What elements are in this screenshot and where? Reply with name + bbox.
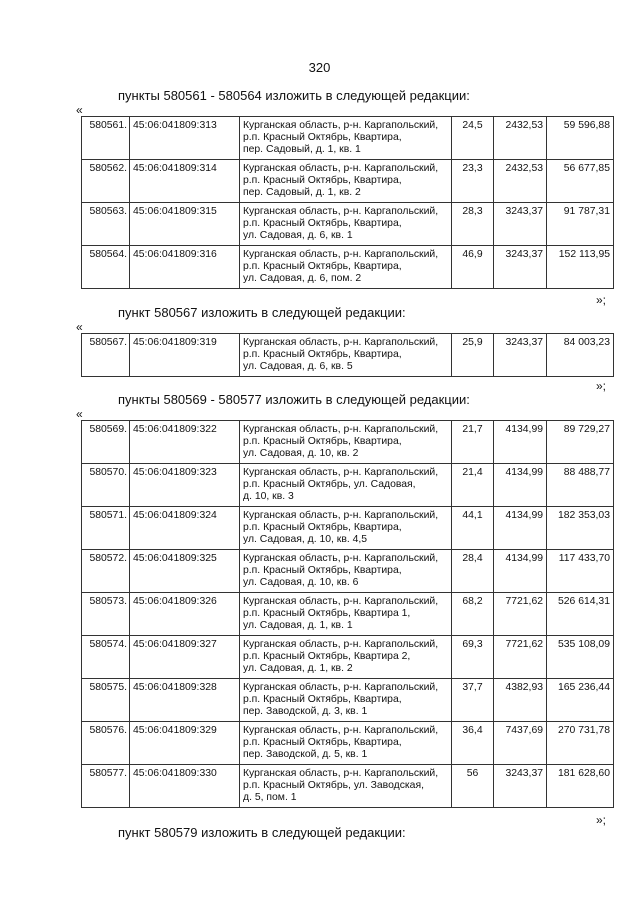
area: 68,2: [452, 593, 494, 636]
item-number: 580567.: [82, 334, 130, 377]
rate: 7437,69: [494, 722, 547, 765]
table-row: [82, 722, 614, 765]
address: [240, 636, 452, 679]
address-line: Курганская область, р-н. Каргапольский,: [243, 163, 439, 174]
address-line: Курганская область, р-н. Каргапольский,: [243, 249, 439, 260]
address-line: ул. Садовая, д. 6, кв. 5: [243, 361, 353, 372]
items-table: [81, 420, 614, 808]
area: 21,4: [452, 464, 494, 507]
cadastral-number: 45:06:041809:330: [130, 765, 240, 808]
open-quote: «: [76, 103, 83, 117]
address-line: р.п. Красный Октябрь, Квартира,: [243, 261, 402, 272]
table-row: [82, 203, 614, 246]
address-line: р.п. Красный Октябрь, Квартира,: [243, 565, 402, 576]
address-line: пер. Садовый, д. 1, кв. 2: [243, 187, 361, 198]
cadastral-number: 45:06:041809:316: [130, 246, 240, 289]
item-number: 580576.: [82, 722, 130, 765]
close-quote: »;: [595, 293, 606, 307]
address-line: р.п. Красный Октябрь, Квартира 1,: [243, 608, 411, 619]
address-line: ул. Садовая, д. 6, пом. 2: [243, 273, 362, 284]
item-number: 580571.: [82, 507, 130, 550]
cadastral-number: 45:06:041809:314: [130, 160, 240, 203]
address-line: д. 10, кв. 3: [243, 491, 294, 502]
cadastral-value: 181 628,60: [547, 765, 614, 808]
item-number: 580577.: [82, 765, 130, 808]
rate: 2432,53: [494, 160, 547, 203]
table-row: [82, 117, 614, 160]
cadastral-value: 152 113,95: [547, 246, 614, 289]
cadastral-number: 45:06:041809:325: [130, 550, 240, 593]
address: [240, 765, 452, 808]
address-line: р.п. Красный Октябрь, Квартира 2,: [243, 651, 411, 662]
rate: 3243,37: [494, 334, 547, 377]
area: 28,4: [452, 550, 494, 593]
cadastral-value: 56 677,85: [547, 160, 614, 203]
address: [240, 464, 452, 507]
address-line: ул. Садовая, д. 1, кв. 1: [243, 620, 353, 631]
rate: 4382,93: [494, 679, 547, 722]
address-line: р.п. Красный Октябрь, Квартира,: [243, 175, 402, 186]
rate: 7721,62: [494, 593, 547, 636]
address: [240, 722, 452, 765]
cadastral-value: 59 596,88: [547, 117, 614, 160]
area: 36,4: [452, 722, 494, 765]
address-line: пер. Заводской, д. 5, кв. 1: [243, 749, 368, 760]
area: 24,5: [452, 117, 494, 160]
rate: 7721,62: [494, 636, 547, 679]
table-row: [82, 679, 614, 722]
address: [240, 246, 452, 289]
area: 23,3: [452, 160, 494, 203]
address-line: ул. Садовая, д. 1, кв. 2: [243, 663, 353, 674]
address-line: Курганская область, р-н. Каргапольский,: [243, 682, 439, 693]
address-line: р.п. Красный Октябрь, Квартира,: [243, 349, 402, 360]
item-number: 580575.: [82, 679, 130, 722]
address-line: р.п. Красный Октябрь, Квартира,: [243, 132, 402, 143]
address-line: р.п. Красный Октябрь, ул. Садовая,: [243, 479, 416, 490]
address-line: Курганская область, р-н. Каргапольский,: [243, 725, 439, 736]
address-line: пер. Заводской, д. 3, кв. 1: [243, 706, 368, 717]
address-line: р.п. Красный Октябрь, Квартира,: [243, 694, 402, 705]
cadastral-number: 45:06:041809:328: [130, 679, 240, 722]
cadastral-value: 91 787,31: [547, 203, 614, 246]
cadastral-value: 165 236,44: [547, 679, 614, 722]
address-line: р.п. Красный Октябрь, Квартира,: [243, 737, 402, 748]
address-line: Курганская область, р-н. Каргапольский,: [243, 768, 439, 779]
items-table: [81, 116, 614, 289]
item-number: 580570.: [82, 464, 130, 507]
address-line: Курганская область, р-н. Каргапольский,: [243, 424, 439, 435]
area: 69,3: [452, 636, 494, 679]
address-line: р.п. Красный Октябрь, Квартира,: [243, 218, 402, 229]
cadastral-value: 270 731,78: [547, 722, 614, 765]
address-line: ул. Садовая, д. 10, кв. 4,5: [243, 534, 368, 545]
close-quote: »;: [595, 379, 606, 393]
address-line: ул. Садовая, д. 10, кв. 6: [243, 577, 359, 588]
cadastral-value: 84 003,23: [547, 334, 614, 377]
table-row: [82, 765, 614, 808]
section-heading: пункт 580567 изложить в следующей редакции:: [118, 305, 406, 320]
table-row: [82, 593, 614, 636]
rate: 4134,99: [494, 421, 547, 464]
area: 25,9: [452, 334, 494, 377]
address-line: Курганская область, р-н. Каргапольский,: [243, 467, 439, 478]
area: 37,7: [452, 679, 494, 722]
address-line: р.п. Красный Октябрь, ул. Заводская,: [243, 780, 424, 791]
address-line: ул. Садовая, д. 10, кв. 2: [243, 448, 359, 459]
address-line: р.п. Красный Октябрь, Квартира,: [243, 436, 402, 447]
address: [240, 117, 452, 160]
address-line: пер. Садовый, д. 1, кв. 1: [243, 144, 361, 155]
cadastral-number: 45:06:041809:326: [130, 593, 240, 636]
cadastral-number: 45:06:041809:323: [130, 464, 240, 507]
rate: 4134,99: [494, 507, 547, 550]
cadastral-number: 45:06:041809:322: [130, 421, 240, 464]
open-quote: «: [76, 407, 83, 421]
address-line: Курганская область, р-н. Каргапольский,: [243, 510, 439, 521]
address: [240, 421, 452, 464]
address-line: Курганская область, р-н. Каргапольский,: [243, 553, 439, 564]
address-line: Курганская область, р-н. Каргапольский,: [243, 120, 439, 131]
rate: 4134,99: [494, 550, 547, 593]
cadastral-value: 117 433,70: [547, 550, 614, 593]
address-line: Курганская область, р-н. Каргапольский,: [243, 337, 439, 348]
table-row: [82, 464, 614, 507]
cadastral-number: 45:06:041809:329: [130, 722, 240, 765]
rate: 2432,53: [494, 117, 547, 160]
close-quote: »;: [595, 813, 606, 827]
area: 28,3: [452, 203, 494, 246]
section-heading: пункты 580569 - 580577 изложить в следующей редакции:: [118, 392, 470, 407]
item-number: 580564.: [82, 246, 130, 289]
table-row: [82, 636, 614, 679]
cadastral-number: 45:06:041809:324: [130, 507, 240, 550]
address-line: р.п. Красный Октябрь, Квартира,: [243, 522, 402, 533]
address-line: ул. Садовая, д. 6, кв. 1: [243, 230, 353, 241]
address: [240, 507, 452, 550]
cadastral-number: 45:06:041809:313: [130, 117, 240, 160]
item-number: 580563.: [82, 203, 130, 246]
item-number: 580572.: [82, 550, 130, 593]
cadastral-number: 45:06:041809:327: [130, 636, 240, 679]
rate: 3243,37: [494, 765, 547, 808]
cadastral-number: 45:06:041809:315: [130, 203, 240, 246]
address: [240, 203, 452, 246]
rate: 3243,37: [494, 246, 547, 289]
table-row: [82, 160, 614, 203]
item-number: 580569.: [82, 421, 130, 464]
table-row: [82, 334, 614, 377]
address: [240, 160, 452, 203]
table-row: [82, 507, 614, 550]
open-quote: «: [76, 320, 83, 334]
address: [240, 593, 452, 636]
address-line: Курганская область, р-н. Каргапольский,: [243, 596, 439, 607]
table-row: [82, 246, 614, 289]
area: 56: [452, 765, 494, 808]
item-number: 580561.: [82, 117, 130, 160]
address-line: д. 5, пом. 1: [243, 792, 297, 803]
address: [240, 679, 452, 722]
table-row: [82, 421, 614, 464]
cadastral-number: 45:06:041809:319: [130, 334, 240, 377]
rate: 4134,99: [494, 464, 547, 507]
address-line: Курганская область, р-н. Каргапольский,: [243, 639, 439, 650]
area: 21,7: [452, 421, 494, 464]
rate: 3243,37: [494, 203, 547, 246]
address: [240, 550, 452, 593]
area: 44,1: [452, 507, 494, 550]
section-heading: пункты 580561 - 580564 изложить в следующей редакции:: [118, 88, 470, 103]
address: [240, 334, 452, 377]
item-number: 580562.: [82, 160, 130, 203]
cadastral-value: 182 353,03: [547, 507, 614, 550]
items-table: [81, 333, 614, 377]
item-number: 580573.: [82, 593, 130, 636]
area: 46,9: [452, 246, 494, 289]
page-number: 320: [308, 60, 331, 75]
item-number: 580574.: [82, 636, 130, 679]
address-line: Курганская область, р-н. Каргапольский,: [243, 206, 439, 217]
table-row: [82, 550, 614, 593]
section-heading: пункт 580579 изложить в следующей редакции:: [118, 825, 406, 840]
cadastral-value: 89 729,27: [547, 421, 614, 464]
cadastral-value: 526 614,31: [547, 593, 614, 636]
cadastral-value: 535 108,09: [547, 636, 614, 679]
cadastral-value: 88 488,77: [547, 464, 614, 507]
